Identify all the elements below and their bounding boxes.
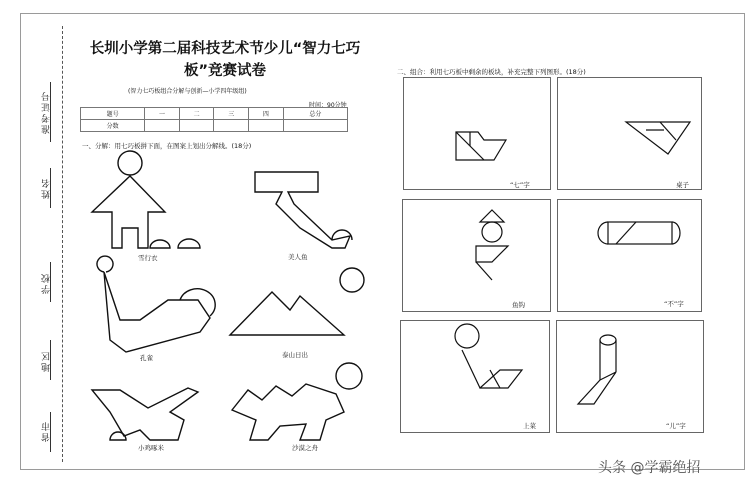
caption-figure-1: 雪行衣: [138, 254, 158, 262]
caption-puzzle-4: “不”字: [664, 300, 684, 308]
partial-shape-er: [578, 335, 616, 404]
score-header-cell: 题号: [81, 108, 145, 120]
caption-puzzle-3: 鱼钩: [512, 301, 525, 309]
caption-figure-2: 美人鱼: [288, 253, 308, 261]
exam-title: 长圳小学第二届科技艺术节少儿“智力七巧板”竞赛试卷: [89, 41, 361, 79]
score-header-cell: 一: [145, 108, 180, 120]
partial-shape-serving: [455, 324, 522, 388]
field-label-name: 姓名: [42, 177, 52, 199]
caption-figure-5: 小鸡啄米: [138, 444, 164, 452]
partial-shape-fish-hook: [476, 210, 508, 280]
score-row-label: 分数: [81, 120, 145, 132]
field-label-region: 地区: [42, 350, 52, 372]
partial-shape-table: [626, 122, 690, 154]
caption-puzzle-2: 桌子: [676, 181, 689, 189]
partial-shape-bu: [598, 222, 680, 244]
score-header-cell: 总分: [283, 108, 347, 120]
caption-puzzle-6: “儿”字: [666, 422, 686, 430]
caption-figure-4: 泰山日出: [282, 351, 308, 359]
caption-puzzle-5: 上菜: [523, 422, 536, 430]
caption-puzzle-1: “七”字: [510, 181, 530, 189]
exam-subtitle: (智力七巧板组合分解与创新—小学四年级组): [128, 88, 247, 95]
section1-instruction: 一、分解：用七巧板拼下面，在图案上划出分解线。(18分): [82, 142, 252, 150]
caption-figure-3: 孔雀: [140, 354, 153, 362]
partial-shape-qi: [456, 132, 506, 160]
caption-figure-6: 沙漠之舟: [292, 444, 318, 452]
exam-time: 时间：90分钟: [309, 102, 347, 109]
score-header-cell: 二: [179, 108, 214, 120]
section2-instruction: 二、组合：利用七巧板中剩余的板块，补充完整下列图形。(18分): [397, 68, 586, 76]
score-header-cell: 四: [249, 108, 284, 120]
field-label-province: 省市: [42, 420, 52, 442]
field-label-exam-number: 准考证号: [42, 90, 52, 134]
score-header-cell: 三: [214, 108, 249, 120]
field-label-school: 学校: [42, 272, 52, 294]
watermark-text: 头条 @学霸绝招: [598, 460, 701, 476]
